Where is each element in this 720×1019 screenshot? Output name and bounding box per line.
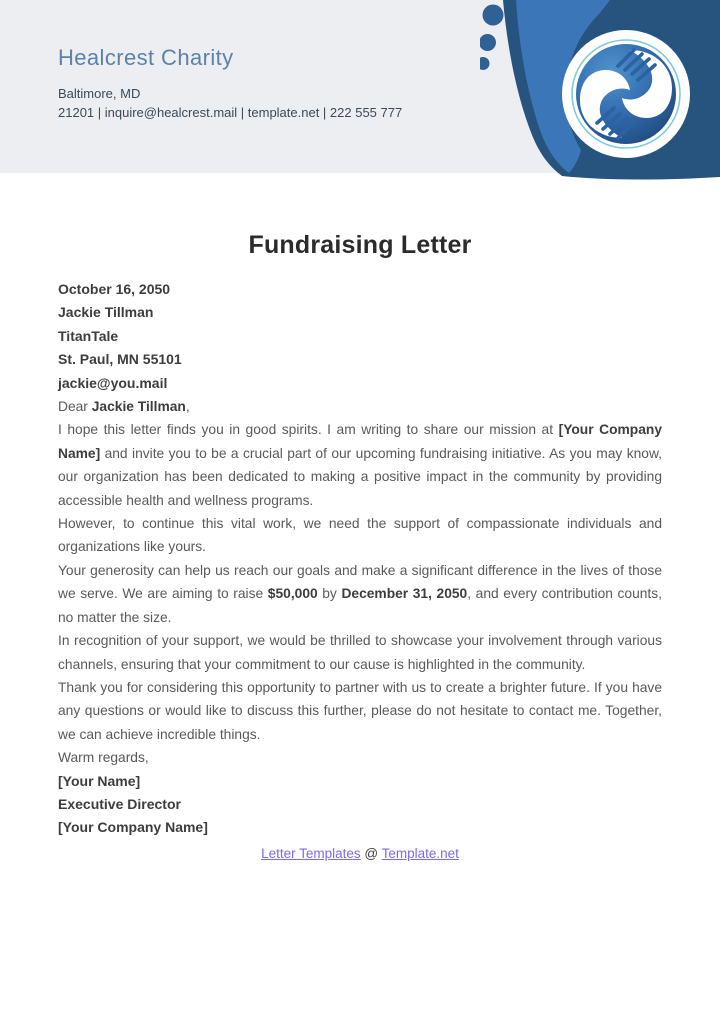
- letter-title: Fundraising Letter: [248, 231, 472, 259]
- salutation-line: [58, 395, 662, 418]
- footer-attribution: [58, 845, 662, 863]
- three-dots-ornament-icon: [480, 5, 504, 71]
- letter-paragraph: Warm regards,: [58, 750, 149, 766]
- org-contact-line: 21201 | inquire@healcrest.mail | template.net | 222 555 777: [58, 105, 403, 120]
- recipient-line: TitanTale: [58, 327, 119, 344]
- letter-paragraph: In recognition of your support, we would be thrilled to showcase your involvement through various channels, ensuring that your commitment to our cause is highlighted in the community.: [58, 633, 662, 672]
- letter-paragraphs: [58, 418, 662, 769]
- letter-paragraph: Thank you for considering this opportunity to partner with us to create a brighter future. If you have any questions or would like to discuss this further, please do not hesitate to contact me. Together, we can achieve incredible things.: [58, 679, 662, 742]
- org-location: Baltimore, MD: [58, 86, 141, 101]
- recipient-lines: [58, 301, 662, 395]
- date-line: October 16, 2050: [58, 281, 171, 297]
- charity-hands-logo-icon: [562, 30, 690, 158]
- letter-paragraph: However, to continue this vital work, we need the support of compassionate individuals and organizations like yours.: [58, 516, 662, 555]
- letter-body: [0, 173, 720, 863]
- signature-line: [Your Company Name]: [58, 819, 208, 836]
- letter-paragraph: I hope this letter finds you in good spirits. I am writing to share our mission at [Your Company Name] and invite you to be a crucial part of our upcoming fundraising initiative. As you may know, our organization has been dedicated to making a positive impact in the community by providing accessible health and wellness programs.: [58, 422, 662, 508]
- letter-templates-link[interactable]: Letter Templates: [261, 845, 361, 861]
- signature-line: [Your Name]: [58, 772, 141, 789]
- org-name: Healcrest Charity: [58, 45, 234, 70]
- signature-block: [58, 770, 662, 840]
- template-net-link[interactable]: Template.net: [381, 845, 459, 861]
- footer-separator: @: [364, 845, 379, 861]
- letterhead: [0, 0, 720, 173]
- recipient-line: St. Paul, MN 55101: [58, 351, 182, 368]
- letter-paragraph: Your generosity can help us reach our goals and make a significant difference in the lives of those we serve. We are aiming to raise $50,000 by December 31, 2050, and every contribution counts, no matter the size.: [58, 562, 662, 625]
- signature-line: Executive Director: [58, 795, 181, 812]
- letterhead-text: [58, 44, 402, 121]
- header-swoosh-graphic: [480, 0, 720, 180]
- salutation: Dear Jackie Tillman,: [58, 399, 190, 415]
- recipient-line: Jackie Tillman: [58, 304, 154, 321]
- address-block: [58, 278, 662, 395]
- recipient-line: jackie@you.mail: [58, 374, 168, 391]
